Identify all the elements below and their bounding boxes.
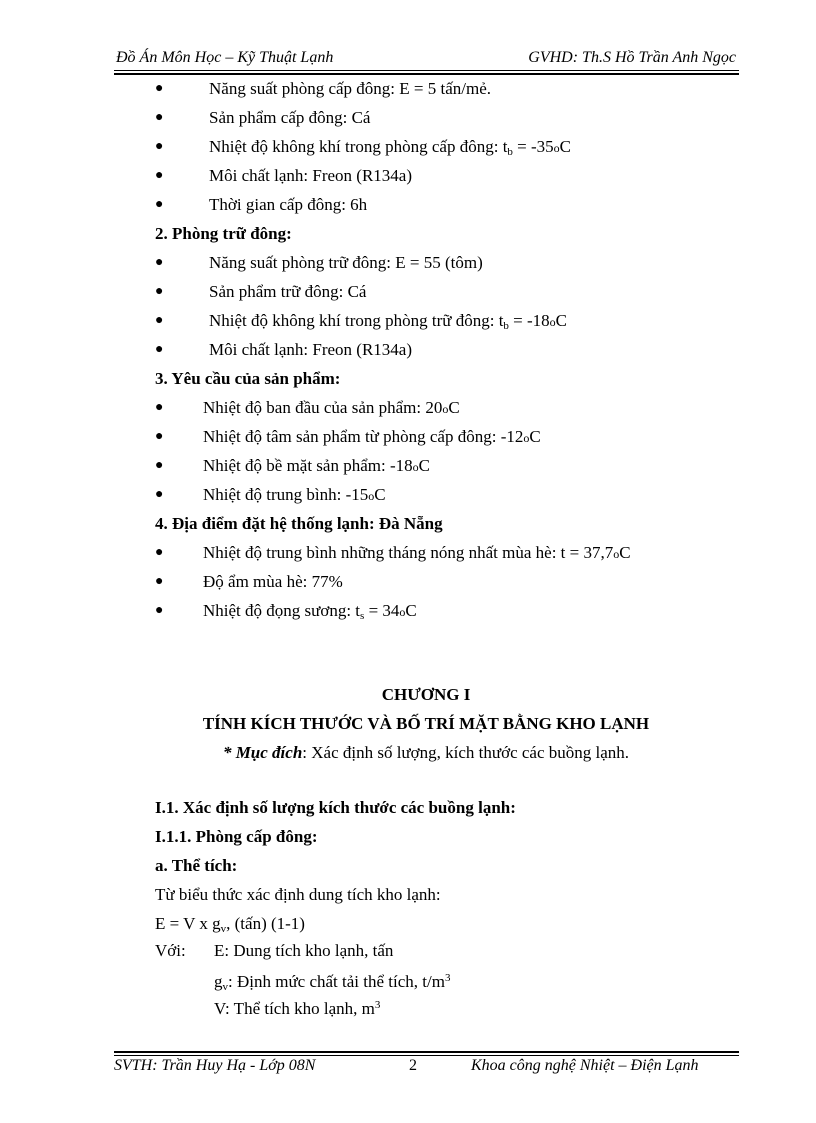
list-item: Nhiệt độ không khí trong phòng cấp đông: $t_b = -35oC$ xyxy=(209,137,572,158)
bullet-icon: ● xyxy=(155,284,164,299)
bullet-icon: ● xyxy=(155,487,164,502)
page-number: 2 xyxy=(409,1057,417,1074)
section-heading: 4. Địa điểm đặt hệ thống lạnh: Đà Nẵng xyxy=(155,514,443,533)
chapter-purpose: * Mục đích: Xác định số lượng, kích thước các buồng lạnh. xyxy=(222,743,630,762)
heading-i11: I.1.1. Phòng cấp đông: xyxy=(155,827,318,846)
list-item: Nhiệt độ tâm sản phẩm từ phòng cấp đông: -12oC xyxy=(203,427,541,446)
heading-volume: a. Thể tích: xyxy=(155,856,238,875)
bullet-icon: ● xyxy=(155,139,164,154)
heading-i1: I.1. Xác định số lượng kích thước các buồng lạnh: xyxy=(155,798,516,817)
bullet-icon: ● xyxy=(155,545,164,560)
bullet-icon: ● xyxy=(155,168,164,183)
bullet-icon: ● xyxy=(155,400,164,415)
list-item: Năng suất phòng cấp đông: E = 5 tấn/mẻ. xyxy=(209,79,492,98)
footer-faculty: Khoa công nghệ Nhiệt – Điện Lạnh xyxy=(471,1057,699,1074)
bullet-icon: ● xyxy=(155,255,164,270)
header-rule-thick xyxy=(114,73,739,75)
list-item: Nhiệt độ bề mặt sản phẩm: -18oC xyxy=(203,456,430,475)
bullet-icon: ● xyxy=(155,342,164,357)
list-item: Nhiệt độ trung bình những tháng nóng nhất mùa hè: t = 37,7oC xyxy=(203,543,631,562)
bullet-icon: ● xyxy=(155,603,164,618)
footer-rule xyxy=(114,1055,739,1056)
list-item: Môi chất lạnh: Freon (R134a) xyxy=(209,340,413,359)
list-item: Nhiệt độ trung bình: -15oC xyxy=(203,485,386,504)
list-item: Môi chất lạnh: Freon (R134a) xyxy=(209,166,413,185)
bullet-icon: ● xyxy=(155,429,164,444)
bullet-icon: ● xyxy=(155,81,164,96)
bullet-icon: ● xyxy=(155,110,164,125)
list-item: Năng suất phòng trữ đông: E = 55 (tôm) xyxy=(209,253,483,272)
footer-student: SVTH: Trần Huy Hạ - Lớp 08N xyxy=(114,1057,316,1074)
section-heading: 2. Phòng trữ đông: xyxy=(155,224,292,243)
definition-v: V: Thể tích kho lạnh, $m^3$ xyxy=(214,999,381,1018)
page-header xyxy=(114,49,738,71)
header-course: Đồ Án Môn Học – Kỹ Thuật Lạnh xyxy=(116,49,334,66)
bullet-icon: ● xyxy=(155,313,164,328)
header-rule xyxy=(114,70,739,71)
list-item: Nhiệt độ không khí trong phòng trữ đông: $t_b = -18oC$ xyxy=(209,311,568,332)
list-item: Nhiệt độ ban đầu của sản phẩm: 20oC xyxy=(203,398,460,417)
footer-rule-thick xyxy=(114,1051,739,1053)
list-item: Thời gian cấp đông: 6h xyxy=(209,195,368,214)
list-item: Độ ẩm mùa hè: 77% xyxy=(203,572,343,591)
list-item: Sản phẩm trữ đông: Cá xyxy=(209,282,367,301)
bullet-icon: ● xyxy=(155,197,164,212)
chapter-number: CHƯƠNG I xyxy=(381,685,471,704)
list-item: Sản phẩm cấp đông: Cá xyxy=(209,108,371,127)
header-advisor: GVHD: Th.S Hồ Trần Anh Ngọc xyxy=(528,49,736,66)
section-heading: 3. Yêu cầu của sản phẩm: xyxy=(155,369,341,388)
list-item: Nhiệt độ đọng sương: $t_s = 34oC$ xyxy=(203,601,417,622)
bullet-icon: ● xyxy=(155,574,164,589)
intro-text: Từ biểu thức xác định dung tích kho lạnh: xyxy=(155,885,441,904)
with-label: Với: xyxy=(155,941,186,960)
formula: E = V x $g_v$, (tấn) (1-1) xyxy=(155,914,305,935)
chapter-title: TÍNH KÍCH THƯỚC VÀ BỐ TRÍ MẶT BẰNG KHO LẠNH xyxy=(202,714,650,733)
definition-gv: $g_v$: Định mức chất tải thể tích, $t/m^3$ xyxy=(214,972,451,993)
definition-e: E: Dung tích kho lạnh, tấn xyxy=(214,941,394,960)
bullet-icon: ● xyxy=(155,458,164,473)
